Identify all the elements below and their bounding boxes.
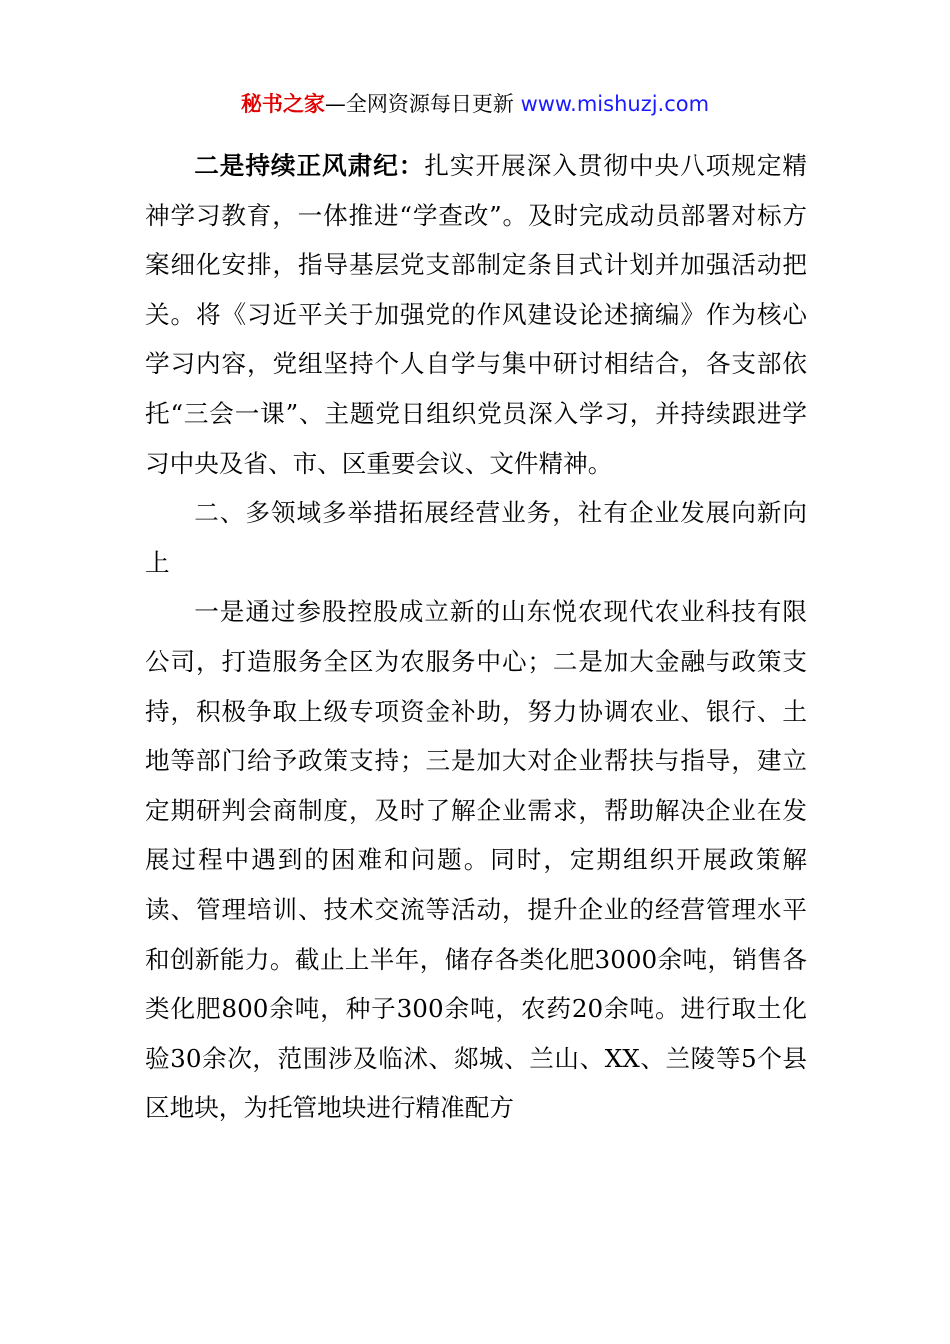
paragraph-discipline [145, 141, 807, 488]
paragraph-text: 一是通过参股控股成立新的山东悦农现代农业科技有限公司，打造服务全区为农服务中心；二是加大金融与政策支持，积极争取上级专项资金补助，努力协调农业、银行、土地等部门给予政策支持；三是加大对企业帮扶与指导，建立定期研判会商制度，及时了解企业需求，帮助解决企业在发展过程中遇到的困难和问题。同时，定期组织开展政策解读、管理培训、技术交流等活动，提升企业的经营管理水平和创新能力。截止上半年，储存各类化肥3000余吨，销售各类化肥800余吨，种子300余吨，农药20余吨。进行取土化验30余次，范围涉及临沭、郯城、兰山、XX、兰陵等5个县区地块，为托管地块进行精准配方 [145, 597, 807, 1123]
website-link[interactable]: www.mishuzj.com [520, 92, 710, 116]
header-tagline: —全网资源每日更新 [324, 92, 521, 116]
brand-name: 秘书之家 [240, 92, 325, 116]
section-heading-text: 二、多领域多举措拓展经营业务，社有企业发展向新向上 [145, 498, 807, 577]
paragraph-lead-heading: 二是持续正风肃纪： [194, 151, 425, 180]
paragraph-text: 扎实开展深入贯彻中央八项规定精神学习教育，一体推进“学查改”。及时完成动员部署对标方案细化安排，指导基层党支部制定条目式计划并加强活动把关。将《习近平关于加强党的作风建设论述摘编》作为核心学习内容，党组坚持个人自学与集中研讨相结合，各支部依托“三会一课”、主题党日组织党员深入学习，并持续跟进学习中央及省、市、区重要会议、文件精神。 [145, 151, 807, 478]
section-heading [145, 488, 807, 587]
page-header [0, 88, 950, 120]
document-body [145, 141, 807, 1133]
paragraph-business [145, 587, 807, 1133]
